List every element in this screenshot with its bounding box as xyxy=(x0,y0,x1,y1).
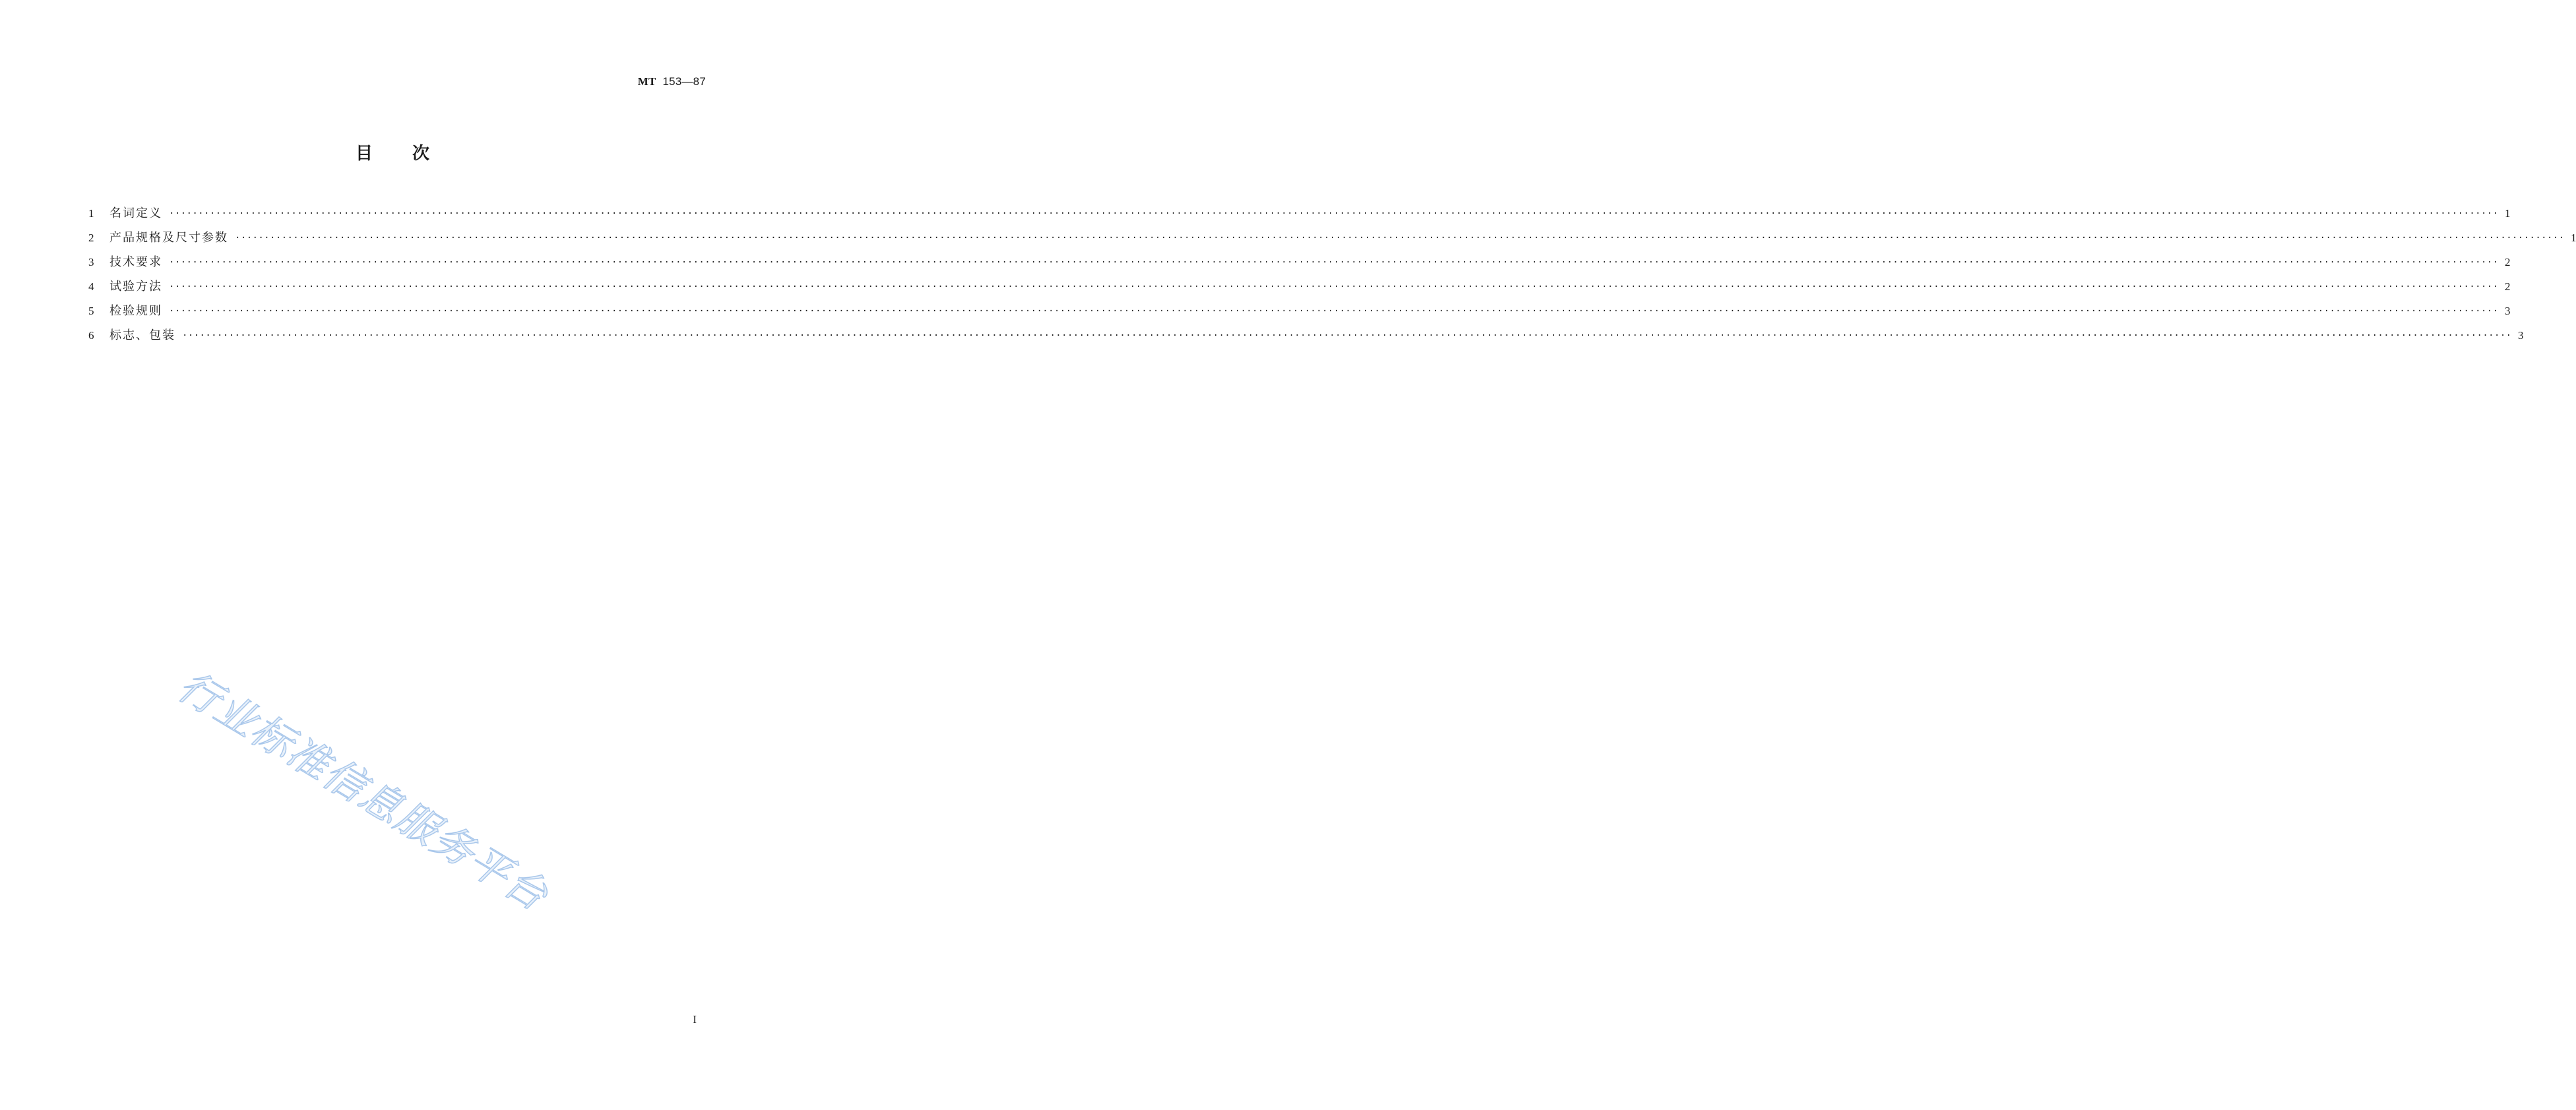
toc-dot-leader: ················································································································································································································································································································································································································ xyxy=(169,306,2499,317)
toc-entry-title[interactable]: 名词定义 xyxy=(110,206,162,220)
standard-code xyxy=(638,75,706,88)
toc-entry-number: 1 xyxy=(88,207,94,220)
toc-entry-number: 2 xyxy=(88,231,94,244)
standard-prefix: MT xyxy=(637,75,656,88)
toc-entry-page: 2 xyxy=(2504,256,2511,268)
toc-entry[interactable] xyxy=(88,301,2511,326)
toc-dot-leader: ················································································································································································································································································································································································································ xyxy=(169,282,2499,292)
toc-entry-page: 3 xyxy=(2504,305,2511,317)
toc-entry-number: 5 xyxy=(88,305,94,317)
toc-entry-page: 2 xyxy=(2504,280,2511,293)
table-of-contents xyxy=(88,204,2576,350)
toc-entry-title[interactable]: 技术要求 xyxy=(110,255,162,269)
toc-entry-number: 4 xyxy=(88,280,94,293)
toc-entry-page: 3 xyxy=(2517,329,2524,342)
toc-dot-leader: ················································································································································································································································································································································································································ xyxy=(182,330,2512,341)
toc-entry[interactable] xyxy=(88,253,2511,277)
toc-entry-title[interactable]: 检验规则 xyxy=(110,304,162,318)
toc-entry-title[interactable]: 产品规格及尺寸参数 xyxy=(110,231,228,245)
toc-entry-page: 1 xyxy=(2504,207,2511,220)
toc-entry-number: 6 xyxy=(88,329,94,342)
toc-dot-leader: ················································································································································································································································································································································································································ xyxy=(169,257,2499,268)
page-number: I xyxy=(693,1013,697,1026)
toc-entry-title[interactable]: 标志、包装 xyxy=(110,328,175,342)
toc-entry-number: 3 xyxy=(88,256,94,268)
page-title: 目次 xyxy=(355,144,469,164)
toc-entry-page: 1 xyxy=(2570,231,2576,244)
toc-dot-leader: ················································································································································································································································································································································································································ xyxy=(169,208,2499,219)
toc-entry[interactable] xyxy=(88,228,2576,253)
toc-entry[interactable] xyxy=(88,326,2524,350)
toc-dot-leader: ················································································································································································································································································································································································································ xyxy=(235,233,2565,243)
standard-number: 153—87 xyxy=(662,75,706,88)
toc-entry-title[interactable]: 试验方法 xyxy=(110,280,162,293)
watermark-text: 行业标准信息服务平台 xyxy=(170,662,557,921)
toc-entry[interactable] xyxy=(88,277,2511,301)
toc-entry[interactable] xyxy=(88,204,2511,228)
